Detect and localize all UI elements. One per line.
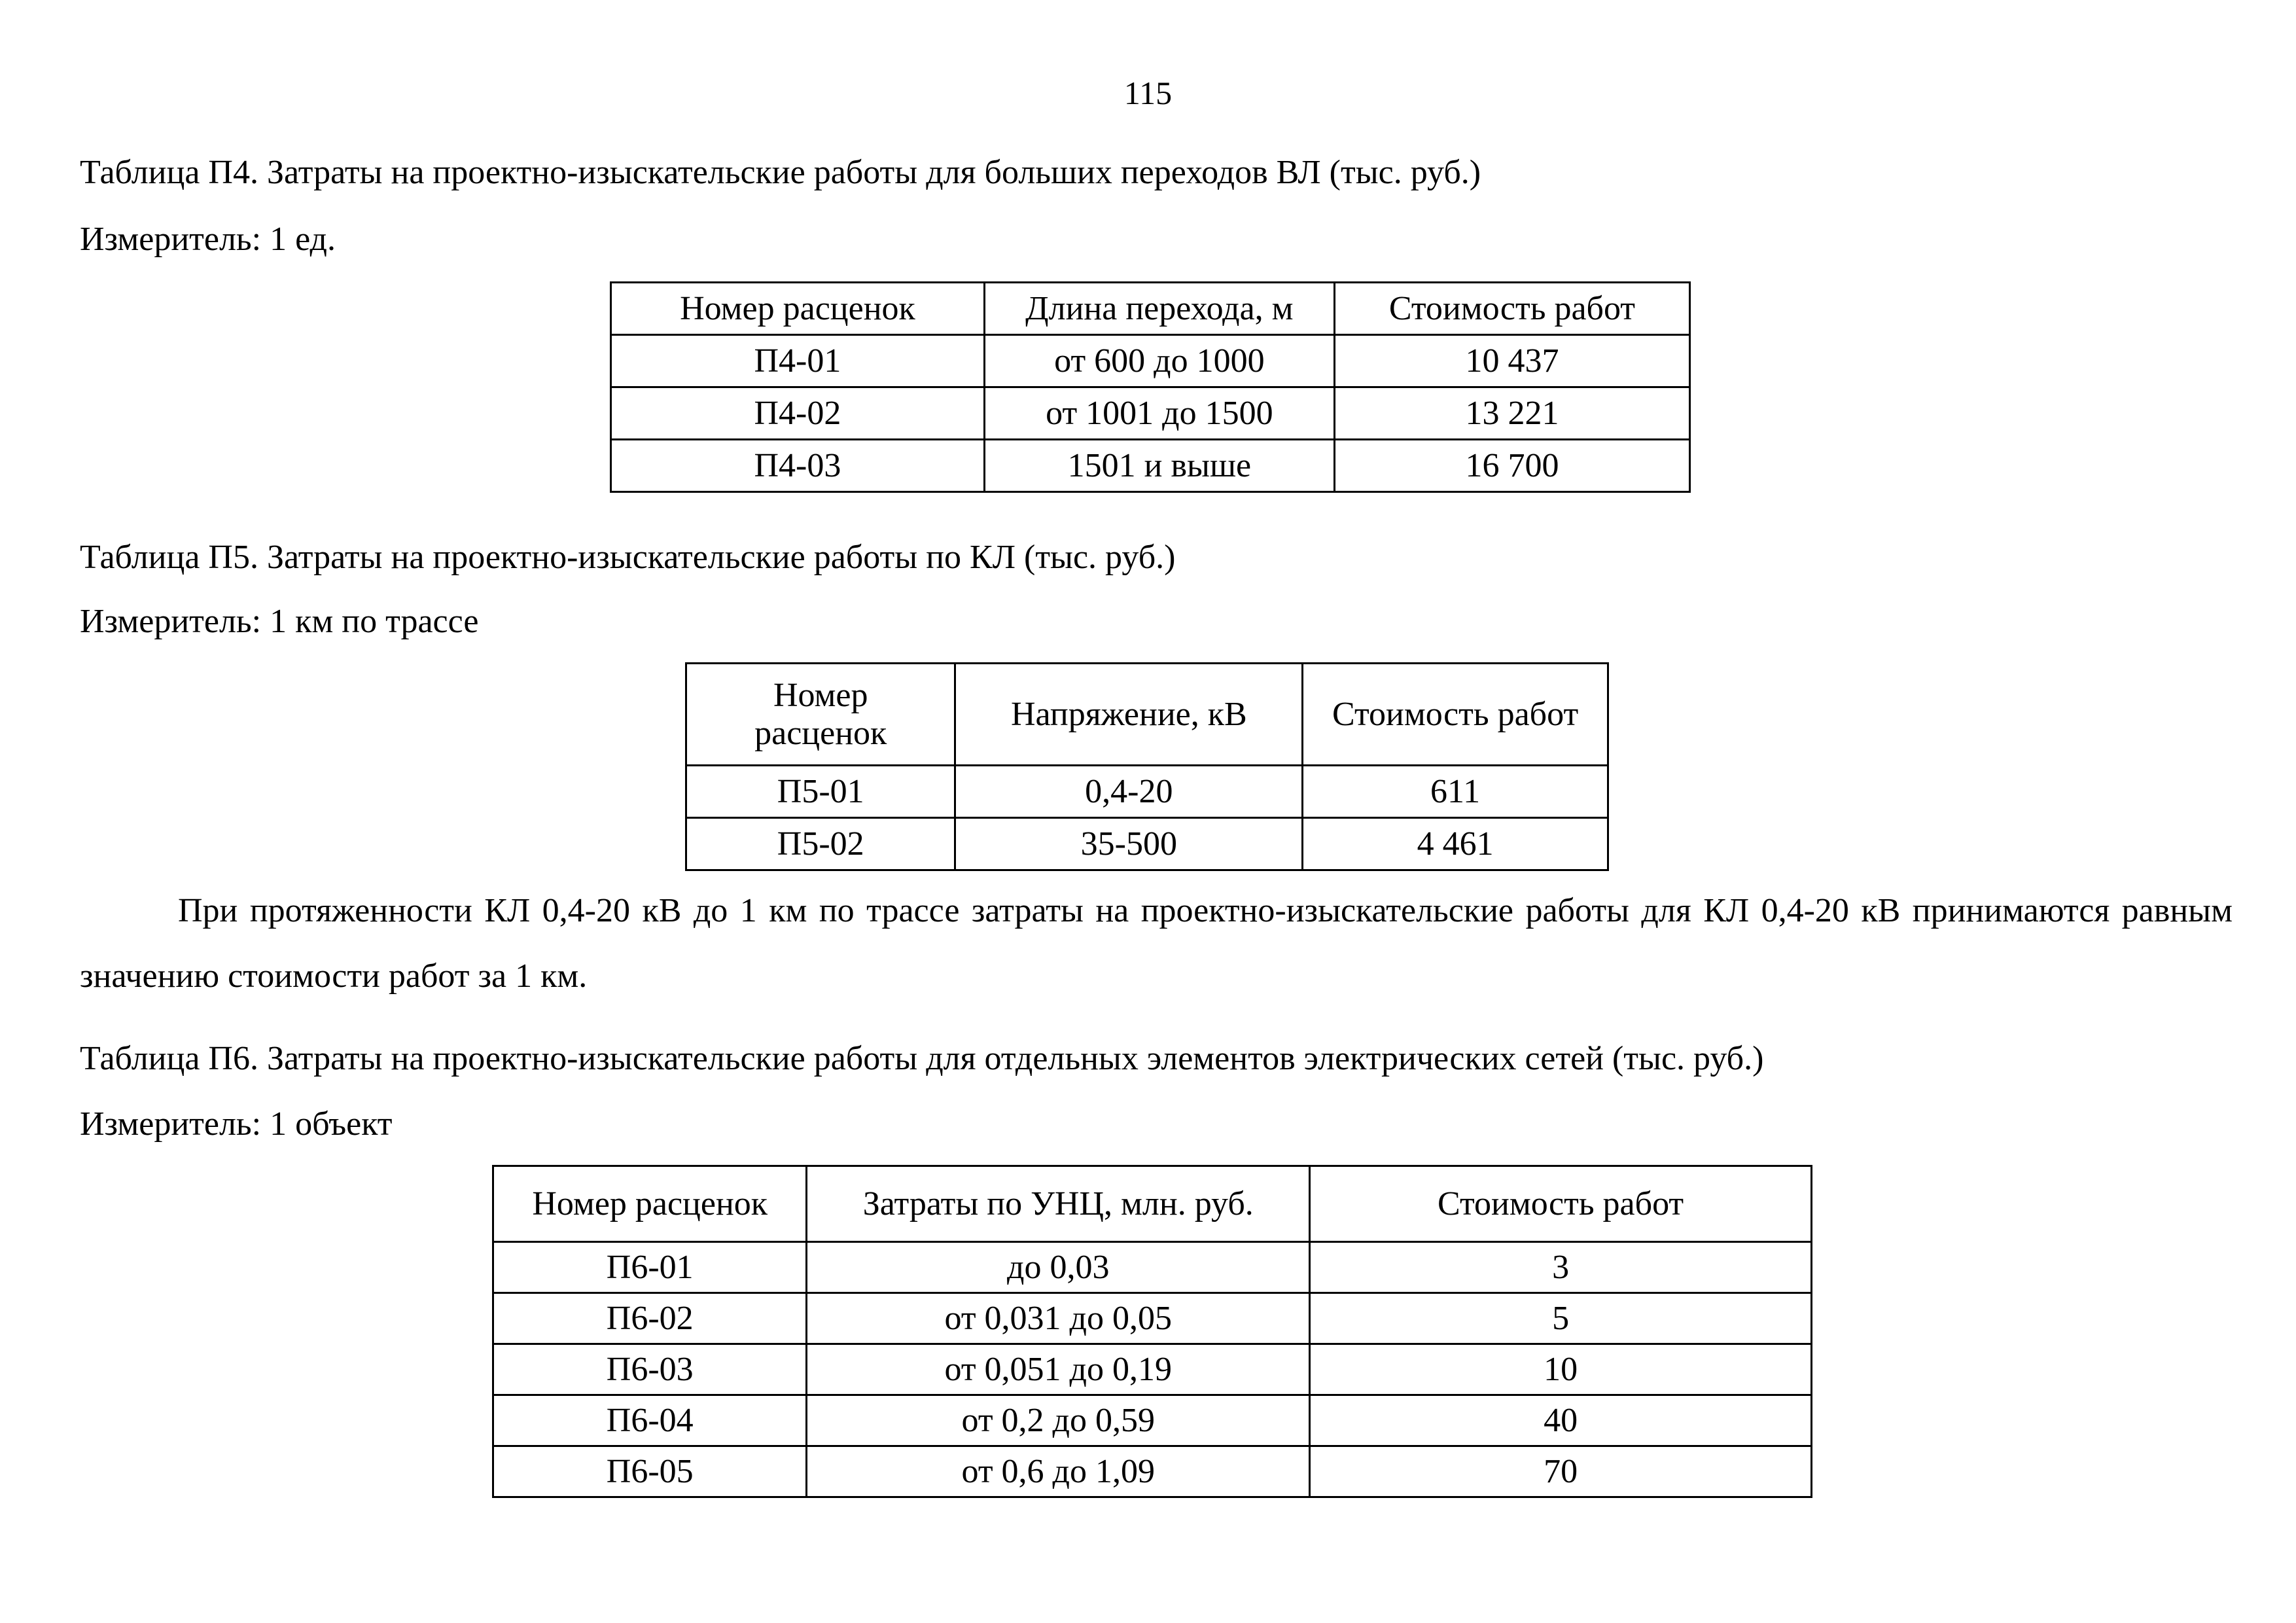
note-text: При протяженности КЛ 0,4-20 кВ до 1 км по трассе затраты на проектно-изыскательские работы для КЛ 0,4-20 кВ принимаются равным значению стоимости работ за 1 км. <box>80 892 2233 995</box>
cost-cell: 16 700 <box>1334 440 1689 492</box>
code-cell: П5-01 <box>686 766 955 818</box>
length-cell: от 600 до 1000 <box>984 335 1334 387</box>
table-row <box>686 818 1608 870</box>
table-row <box>611 440 1690 492</box>
cost-cell: 10 437 <box>1334 335 1689 387</box>
cost-cell: 4 461 <box>1303 818 1608 870</box>
table-row <box>611 387 1690 440</box>
table-row <box>686 766 1608 818</box>
header-cell: Стоимость работ <box>1310 1166 1812 1242</box>
range-cell: от 0,031 до 0,05 <box>807 1293 1310 1344</box>
note-paragraph <box>80 878 2233 1009</box>
header-cell: Длина перехода, м <box>984 283 1334 335</box>
code-cell: П5-02 <box>686 818 955 870</box>
range-cell: до 0,03 <box>807 1242 1310 1293</box>
code-cell: П6-04 <box>493 1395 807 1446</box>
cost-cell: 40 <box>1310 1395 1812 1446</box>
code-cell: П6-01 <box>493 1242 807 1293</box>
code-cell: П6-03 <box>493 1344 807 1395</box>
header-cell: Номер расценок <box>611 283 985 335</box>
code-cell: П6-05 <box>493 1446 807 1497</box>
cost-cell: 10 <box>1310 1344 1812 1395</box>
length-cell: 1501 и выше <box>984 440 1334 492</box>
table-row <box>493 1242 1812 1293</box>
cost-cell: 5 <box>1310 1293 1812 1344</box>
voltage-cell: 35-500 <box>955 818 1303 870</box>
range-cell: от 0,2 до 0,59 <box>807 1395 1310 1446</box>
header-cell: Номер расценок <box>493 1166 807 1242</box>
cost-cell: 611 <box>1303 766 1608 818</box>
page-number: 115 <box>1123 75 1173 111</box>
cost-cell: 3 <box>1310 1242 1812 1293</box>
table-p4 <box>610 281 1691 493</box>
table-p6-title: Таблица П6. Затраты на проектно-изыскательские работы для отдельных элементов электрических сетей (тыс. руб.) <box>80 1040 1764 1077</box>
length-cell: от 1001 до 1500 <box>984 387 1334 440</box>
table-row <box>493 1293 1812 1344</box>
range-cell: от 0,051 до 0,19 <box>807 1344 1310 1395</box>
cost-cell: 70 <box>1310 1446 1812 1497</box>
table-p5-unit: Измеритель: 1 км по трассе <box>80 603 479 640</box>
code-cell: П4-03 <box>611 440 985 492</box>
table-p6-unit: Измеритель: 1 объект <box>80 1105 393 1143</box>
code-cell: П6-02 <box>493 1293 807 1344</box>
code-cell: П4-01 <box>611 335 985 387</box>
table-header-row <box>493 1166 1812 1242</box>
voltage-cell: 0,4-20 <box>955 766 1303 818</box>
table-header-row <box>686 664 1608 766</box>
range-cell: от 0,6 до 1,09 <box>807 1446 1310 1497</box>
table-p5-title: Таблица П5. Затраты на проектно-изыскательские работы по КЛ (тыс. руб.) <box>80 539 1176 576</box>
table-p4-title: Таблица П4. Затраты на проектно-изыскательские работы для больших переходов ВЛ (тыс. руб.) <box>80 154 1481 191</box>
table-p4-unit: Измеритель: 1 ед. <box>80 221 336 258</box>
table-header-row <box>611 283 1690 335</box>
table-p6 <box>492 1165 1812 1498</box>
header-cell: Номер расценок <box>686 664 955 766</box>
header-cell: Затраты по УНЦ, млн. руб. <box>807 1166 1310 1242</box>
table-row <box>493 1446 1812 1497</box>
header-cell: Стоимость работ <box>1334 283 1689 335</box>
header-cell: Напряжение, кВ <box>955 664 1303 766</box>
header-cell: Стоимость работ <box>1303 664 1608 766</box>
cost-cell: 13 221 <box>1334 387 1689 440</box>
table-p5 <box>685 662 1609 871</box>
table-row <box>611 335 1690 387</box>
code-cell: П4-02 <box>611 387 985 440</box>
table-row <box>493 1344 1812 1395</box>
table-row <box>493 1395 1812 1446</box>
